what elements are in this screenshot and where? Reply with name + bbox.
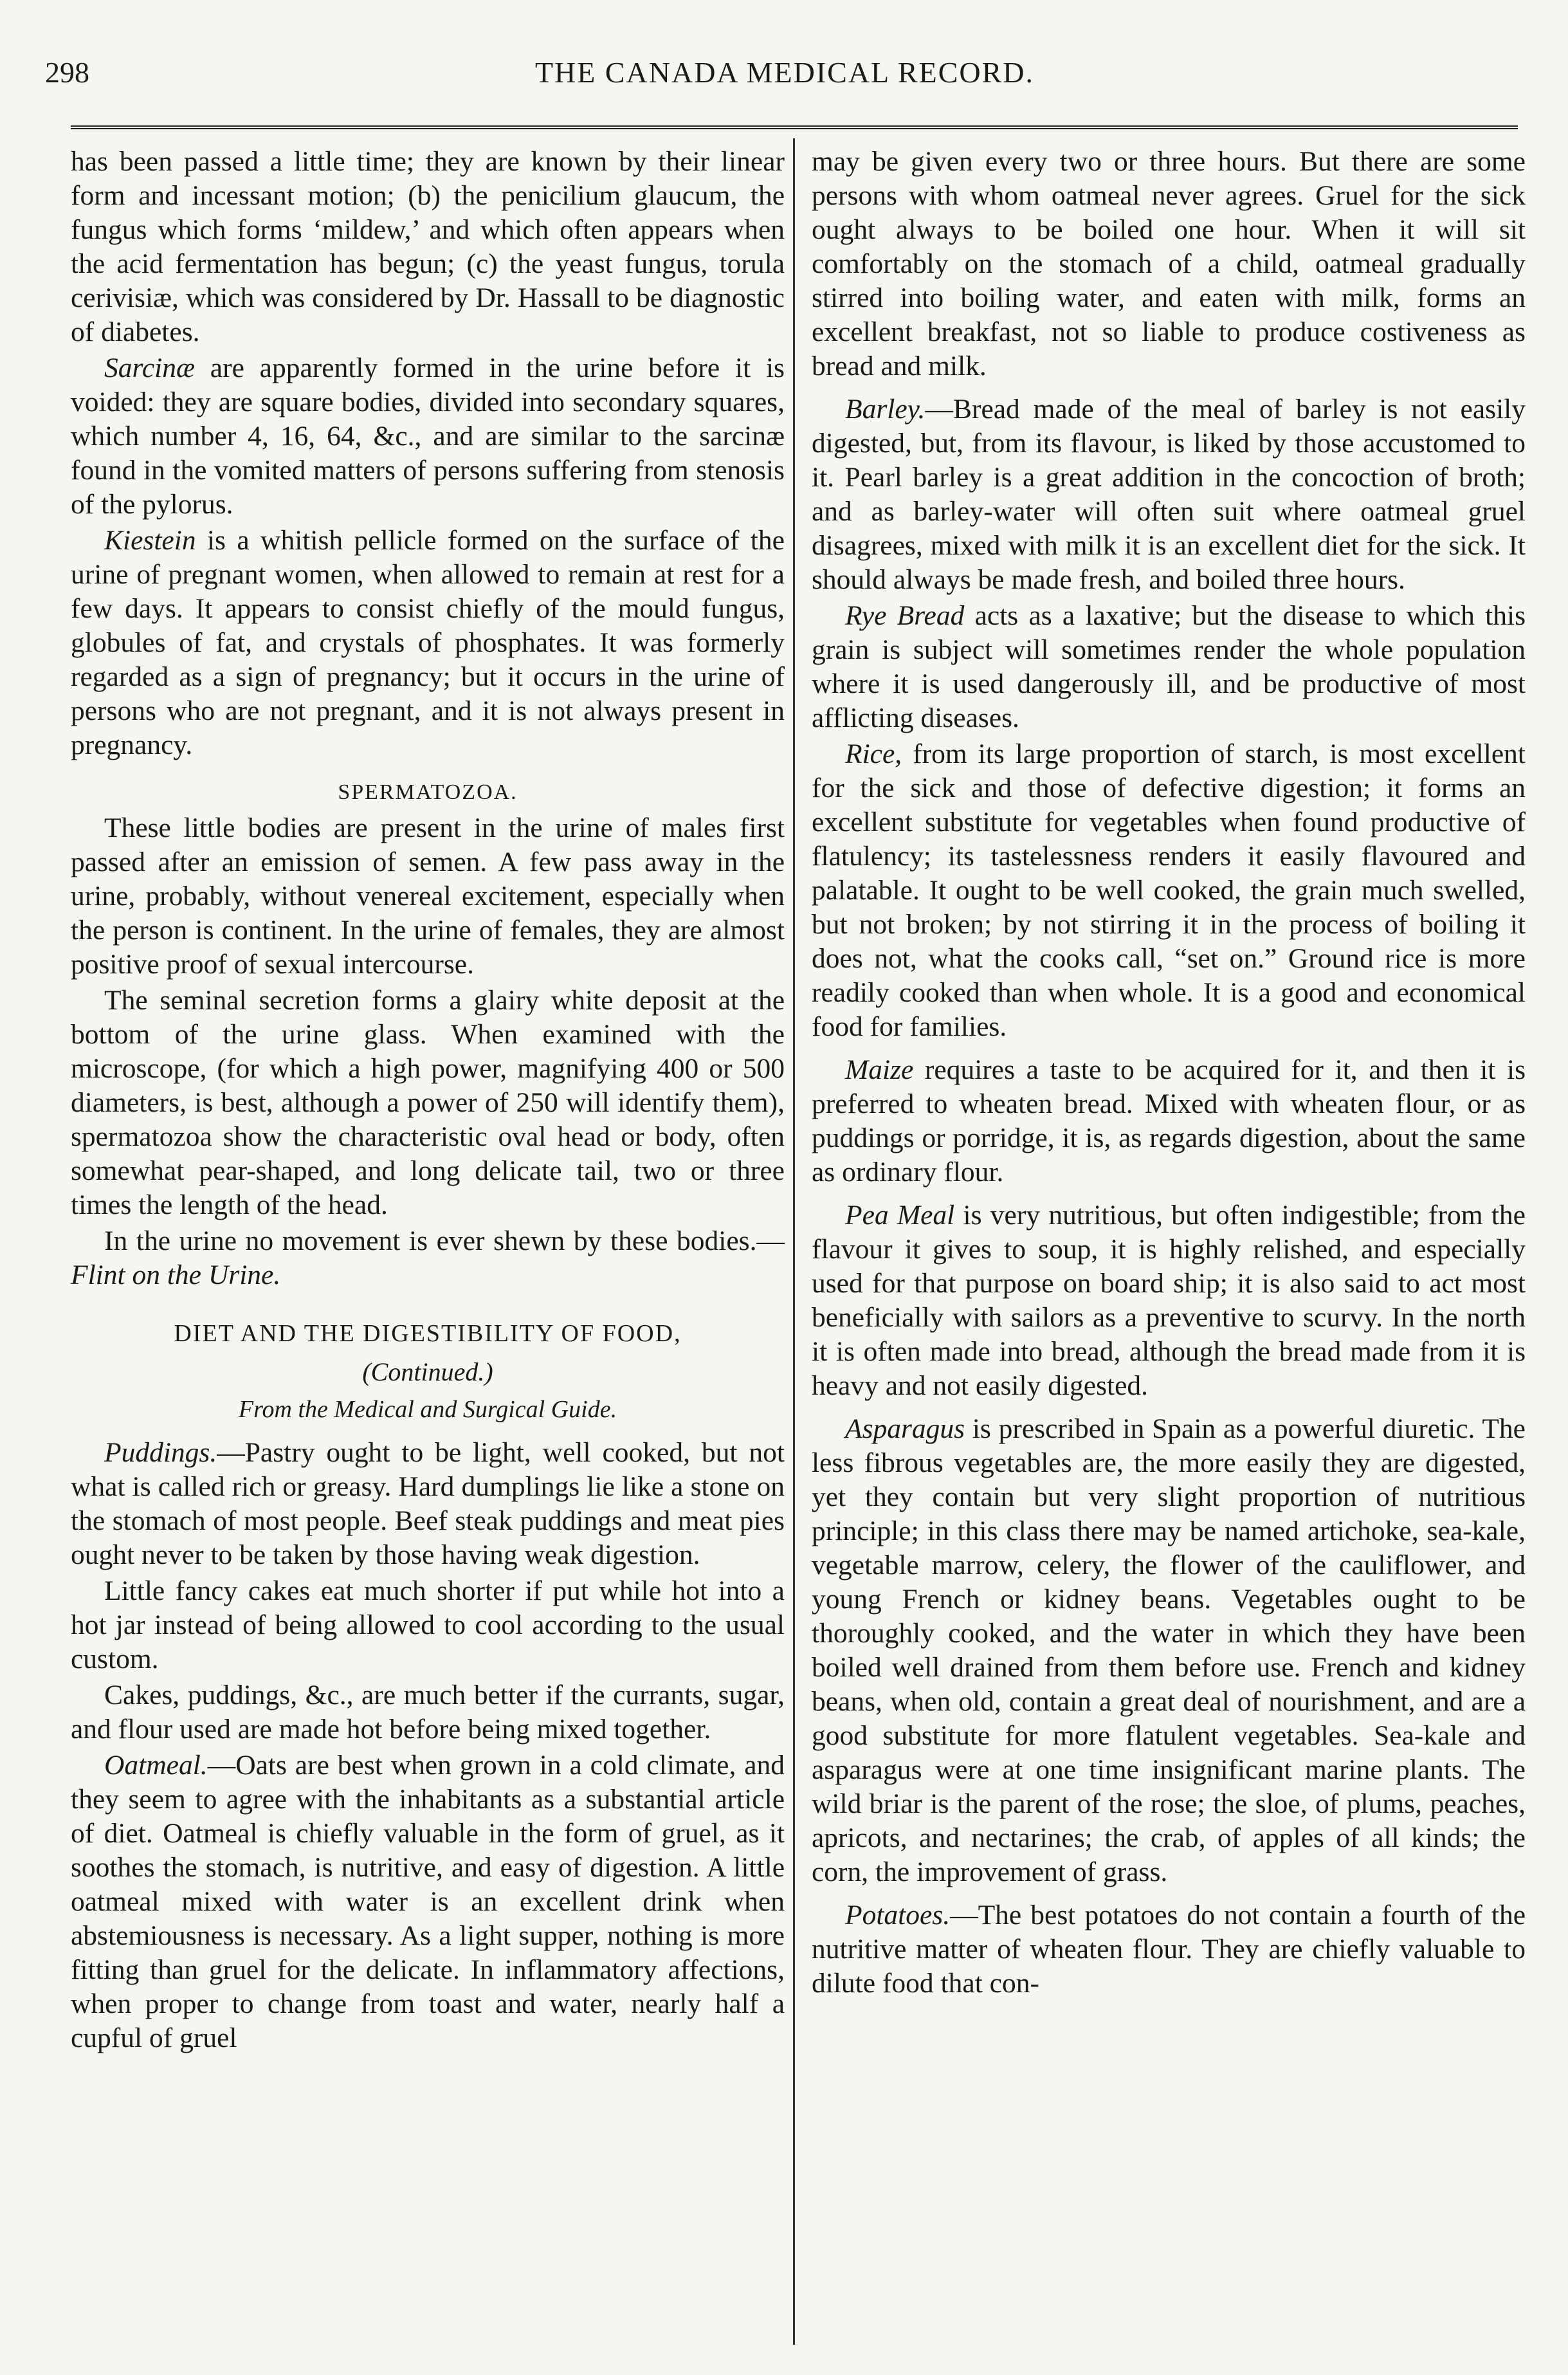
paragraph: Kiestein is a whitish pellicle formed on the surface of the urine of pregnant women, when allowed to remain at rest for a few days. It appears to consist chiefly of the mould fungus, globules of fat, and crystals of phosphates. It was formerly regarded as a sign of pregnancy; but it occurs in the urine of persons who are not pregnant, and it is not always present in pregnancy. [71, 525, 785, 760]
paragraph: The seminal secretion forms a glairy white deposit at the bottom of the urine glass. When examined with the microscope, (for which a high power, magnifying 400 or 500 diameters, is best, although a power of 250 will identify them), spermatozoa show the characteristic oval head or body, often somewhat pear-shaped, and long delicate tail, two or three times the length of the head. [71, 985, 785, 1220]
paragraph: Pea Meal is very nutritious, but often indigestible; from the flavour it gives to soup, it is highly relished, and especially used for that purpose on board ship; it is also said to act most beneficially with sailors as a preventive to scurvy. In the north it is often made into bread, although the bread made from it is heavy and not easily digested. [812, 1200, 1526, 1401]
page-header [45, 45, 1524, 96]
article-heading: DIET AND THE DIGESTIBILITY OF FOOD, [174, 1320, 682, 1347]
right-column [812, 145, 1526, 2001]
paragraph: Little fancy cakes eat much shorter if put while hot into a hot jar instead of being allowed to cool according to the usual custom. [71, 1575, 785, 1674]
term: Sarcinæ [104, 353, 195, 383]
journal-title: THE CANADA MEDICAL RECORD. [534, 56, 1035, 89]
term: Oatmeal. [104, 1750, 208, 1781]
term: Puddings. [104, 1437, 217, 1468]
term: Pea Meal [845, 1200, 955, 1231]
column-divider [793, 138, 795, 2345]
paragraph: These little bodies are present in the urine of males first passed after an emission of semen. A few pass away in the urine, probably, without venereal excitement, especially when the person is continent. In the urine of females, they are almost positive proof of sexual intercourse. [71, 812, 785, 980]
left-column [71, 145, 785, 2055]
paragraph: Sarcinæ are apparently formed in the urine before it is voided: they are square bodies, divided into secondary squares, which number 4, 16, 64, &c., and are similar to the sarcinæ found in the vomited matters of persons suffering from stenosis of the pylorus. [71, 353, 785, 520]
paragraph: Barley.—Bread made of the meal of barley is not easily digested, but, from its flavour, is liked by those accustomed to it. Pearl barley is a great addition in the concoction of broth; and as barley-water will often suit where oatmeal gruel disagrees, mixed with milk it is an excellent diet for the sick. It should always be made fresh, and boiled three hours. [812, 394, 1526, 595]
page-number: 298 [45, 56, 89, 89]
term: Asparagus [845, 1413, 965, 1444]
term: Maize [845, 1054, 914, 1085]
paragraph: Rice, from its large proportion of starch, is most excellent for the sick and those of defective digestion; it forms an excellent substitute for vegetables when found productive of flatulency; its tastelessness renders it easily flavoured and palatable. It ought to be well cooked, the grain much swelled, but not broken; by not stirring it in the process of boiling it does not, what the cooks call, “set on.” Ground rice is more readily cooked than when whole. It is a good and economical food for families. [812, 738, 1526, 1042]
term: Kiestein [104, 525, 196, 556]
paragraph: Puddings.—Pastry ought to be light, well cooked, but not what is called rich or greasy. Hard dumplings lie like a stone on the stomach of most people. Beef steak puddings and meat pies ought never to be taken by those having weak digestion. [71, 1437, 785, 1570]
paragraph: Cakes, puddings, &c., are much better if the currants, sugar, and flour used are made hot before being mixed together. [71, 1680, 785, 1745]
paragraph: In the urine no movement is ever shewn by these bodies.—Flint on the Urine. [71, 1225, 785, 1290]
paragraph: Potatoes.—The best potatoes do not contain a fourth of the nutritive matter of wheaten flour. They are chiefly valuable to dilute food that con- [812, 1900, 1526, 1999]
term: Rice, [845, 738, 902, 769]
paragraph: Oatmeal.—Oats are best when grown in a cold climate, and they seem to agree with the inhabitants as a substantial article of diet. Oatmeal is chiefly valuable in the form of gruel, as it soothes the stomach, is nutritive, and easy of digestion. A little oatmeal mixed with water is an excellent drink when abstemiousness is necessary. As a light supper, nothing is more fitting than gruel for the delicate. In inflammatory affections, when proper to change from toast and water, nearly half a cupful of gruel [71, 1750, 785, 2053]
paragraph: has been passed a little time; they are known by their linear form and incessant motion; (b) the penicilium glaucum, the fungus which forms ‘mildew,’ and which often appears when the acid fermentation has begun; (c) the yeast fungus, torula cerivisiæ, which was considered by Dr. Hassall to be diagnostic of diabetes. [71, 146, 785, 347]
paragraph: may be given every two or three hours. But there are some persons with whom oatmeal never agrees. Gruel for the sick ought always to be boiled one hour. When it will sit comfortably on the stomach of a child, oatmeal gradually stirred into boiling water, and eaten with milk, forms an excellent breakfast, not so liable to produce costiveness as bread and milk. [812, 146, 1526, 381]
term: Rye Bread [845, 600, 965, 631]
paragraph: Rye Bread acts as a laxative; but the disease to which this grain is subject will sometimes render the whole population where it is used dangerously ill, and be productive of most afflicting diseases. [812, 600, 1526, 733]
paragraph: Asparagus is prescribed in Spain as a powerful diuretic. The less fibrous vegetables are, the more easily they are digested, yet they contain but very slight proportion of nutritious principle; in this class there may be named artichoke, sea-kale, vegetable marrow, celery, the flower of the cauliflower, and young French or kidney beans. Vegetables ought to be thoroughly cooked, and the water in which they have been boiled well drained from them before use. French and kidney beans, when old, contain a great deal of nourishment, and are a good substitute for more flatulent vegetables. Sea-kale and asparagus were at one time insignificant marine plants. The wild briar is the parent of the rose; the sloe, of plums, peaches, apricots, and nectarines; the crab, of apples of all kinds; the corn, the improvement of grass. [812, 1413, 1526, 1887]
paragraph: Maize requires a taste to be acquired for it, and then it is preferred to wheaten bread. Mixed with wheaten flour, or as puddings or porridge, it is, as regards digestion, about the same as ordinary flour. [812, 1054, 1526, 1188]
section-heading: SPERMATOZOA. [338, 780, 518, 804]
continued-note: (Continued.) [362, 1357, 493, 1386]
article-source: From the Medical and Surgical Guide. [238, 1396, 617, 1423]
header-rule [71, 125, 1518, 129]
term: Barley. [845, 394, 925, 425]
citation: Flint on the Urine. [71, 1260, 281, 1290]
term: Potatoes. [845, 1900, 951, 1930]
